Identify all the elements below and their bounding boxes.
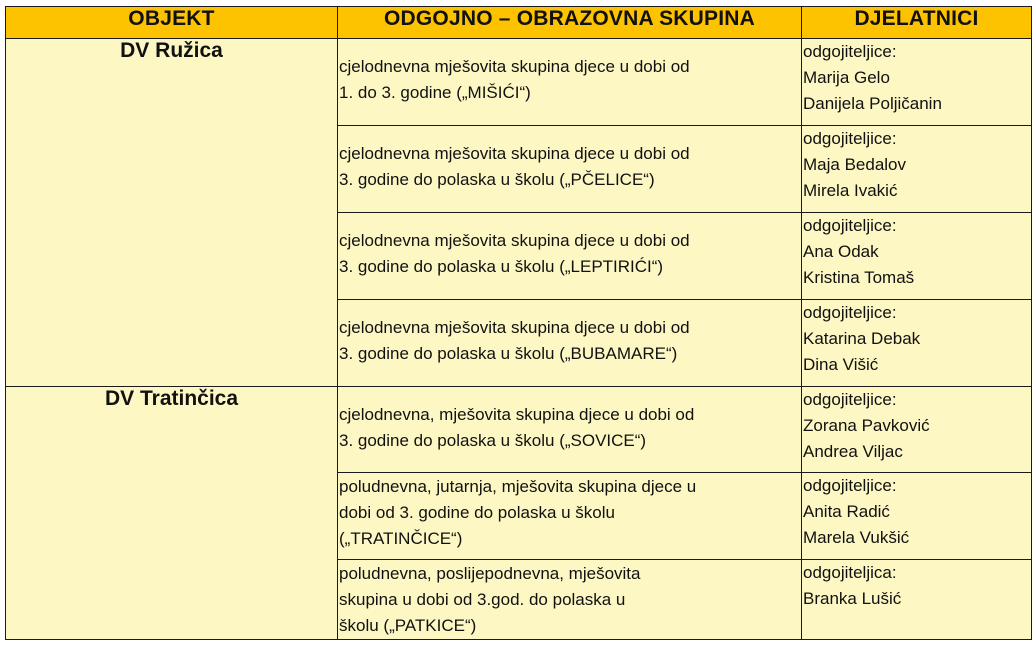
staff-title: odgojiteljice: — [803, 216, 897, 235]
group-line: školu („PATKICE“) — [339, 616, 477, 635]
group-cell — [338, 300, 802, 387]
staff-name: Mirela Ivakić — [803, 181, 898, 200]
group-cell — [338, 126, 802, 213]
staff-name: Marija Gelo — [803, 68, 890, 87]
staff-name: Danijela Poljičanin — [803, 94, 942, 113]
group-line: 3. godine do polaska u školu („LEPTIRIĆI“) — [339, 257, 664, 276]
staff-name: Branka Lušić — [803, 589, 902, 608]
staff-cell — [802, 560, 1032, 640]
staff-cell — [802, 387, 1032, 473]
group-line: („TRATINČICE“) — [339, 529, 463, 548]
table-row — [6, 39, 1032, 126]
staff-cell — [802, 473, 1032, 560]
group-line: 3. godine do polaska u školu („PČELICE“) — [339, 170, 655, 189]
group-line: poludnevna, poslijepodnevna, mješovita — [339, 564, 641, 583]
group-line: 3. godine do polaska u školu („SOVICE“) — [339, 431, 647, 450]
group-cell — [338, 560, 802, 640]
header-staff: DJELATNICI — [802, 7, 1032, 39]
staff-name: Zorana Pavković — [803, 416, 930, 435]
staff-title: odgojiteljice: — [803, 476, 897, 495]
group-line: poludnevna, jutarnja, mješovita skupina djece u — [339, 477, 697, 496]
header-group: ODGOJNO – OBRAZOVNA SKUPINA — [338, 7, 802, 39]
group-cell — [338, 473, 802, 560]
staff-name: Ana Odak — [803, 242, 879, 261]
group-line: cjelodnevna, mješovita skupina djece u dobi od — [339, 405, 695, 424]
staff-cell — [802, 39, 1032, 126]
group-line: cjelodnevna mješovita skupina djece u dobi od — [339, 57, 690, 76]
staff-title: odgojiteljica: — [803, 563, 897, 582]
group-line: dobi od 3. godine do polaska u školu — [339, 503, 615, 522]
group-cell — [338, 39, 802, 126]
table-row — [6, 387, 1032, 473]
group-line: cjelodnevna mješovita skupina djece u dobi od — [339, 318, 690, 337]
staff-name: Marela Vukšić — [803, 528, 910, 547]
staff-cell — [802, 213, 1032, 300]
group-line: skupina u dobi od 3.god. do polaska u — [339, 590, 626, 609]
group-line: 1. do 3. godine („MIŠIĆI“) — [339, 83, 531, 102]
staff-title: odgojiteljice: — [803, 390, 897, 409]
group-cell — [338, 213, 802, 300]
staff-cell — [802, 300, 1032, 387]
header-row — [6, 7, 1032, 39]
staff-name: Andrea Viljac — [803, 442, 903, 461]
staff-title: odgojiteljice: — [803, 303, 897, 322]
group-line: cjelodnevna mješovita skupina djece u dobi od — [339, 231, 690, 250]
group-line: 3. godine do polaska u školu („BUBAMARE“) — [339, 344, 678, 363]
staff-name: Dina Višić — [803, 355, 879, 374]
object-dv-tratincica: DV Tratinčica — [6, 387, 338, 640]
staff-cell — [802, 126, 1032, 213]
group-cell — [338, 387, 802, 473]
staff-name: Anita Radić — [803, 502, 890, 521]
group-line: cjelodnevna mješovita skupina djece u dobi od — [339, 144, 690, 163]
object-dv-ruzica: DV Ružica — [6, 39, 338, 387]
staff-title: odgojiteljice: — [803, 42, 897, 61]
staff-name: Kristina Tomaš — [803, 268, 915, 287]
staff-name: Katarina Debak — [803, 329, 921, 348]
staff-title: odgojiteljice: — [803, 129, 897, 148]
staff-name: Maja Bedalov — [803, 155, 907, 174]
staff-schedule-table — [5, 6, 1032, 640]
header-object: OBJEKT — [6, 7, 338, 39]
